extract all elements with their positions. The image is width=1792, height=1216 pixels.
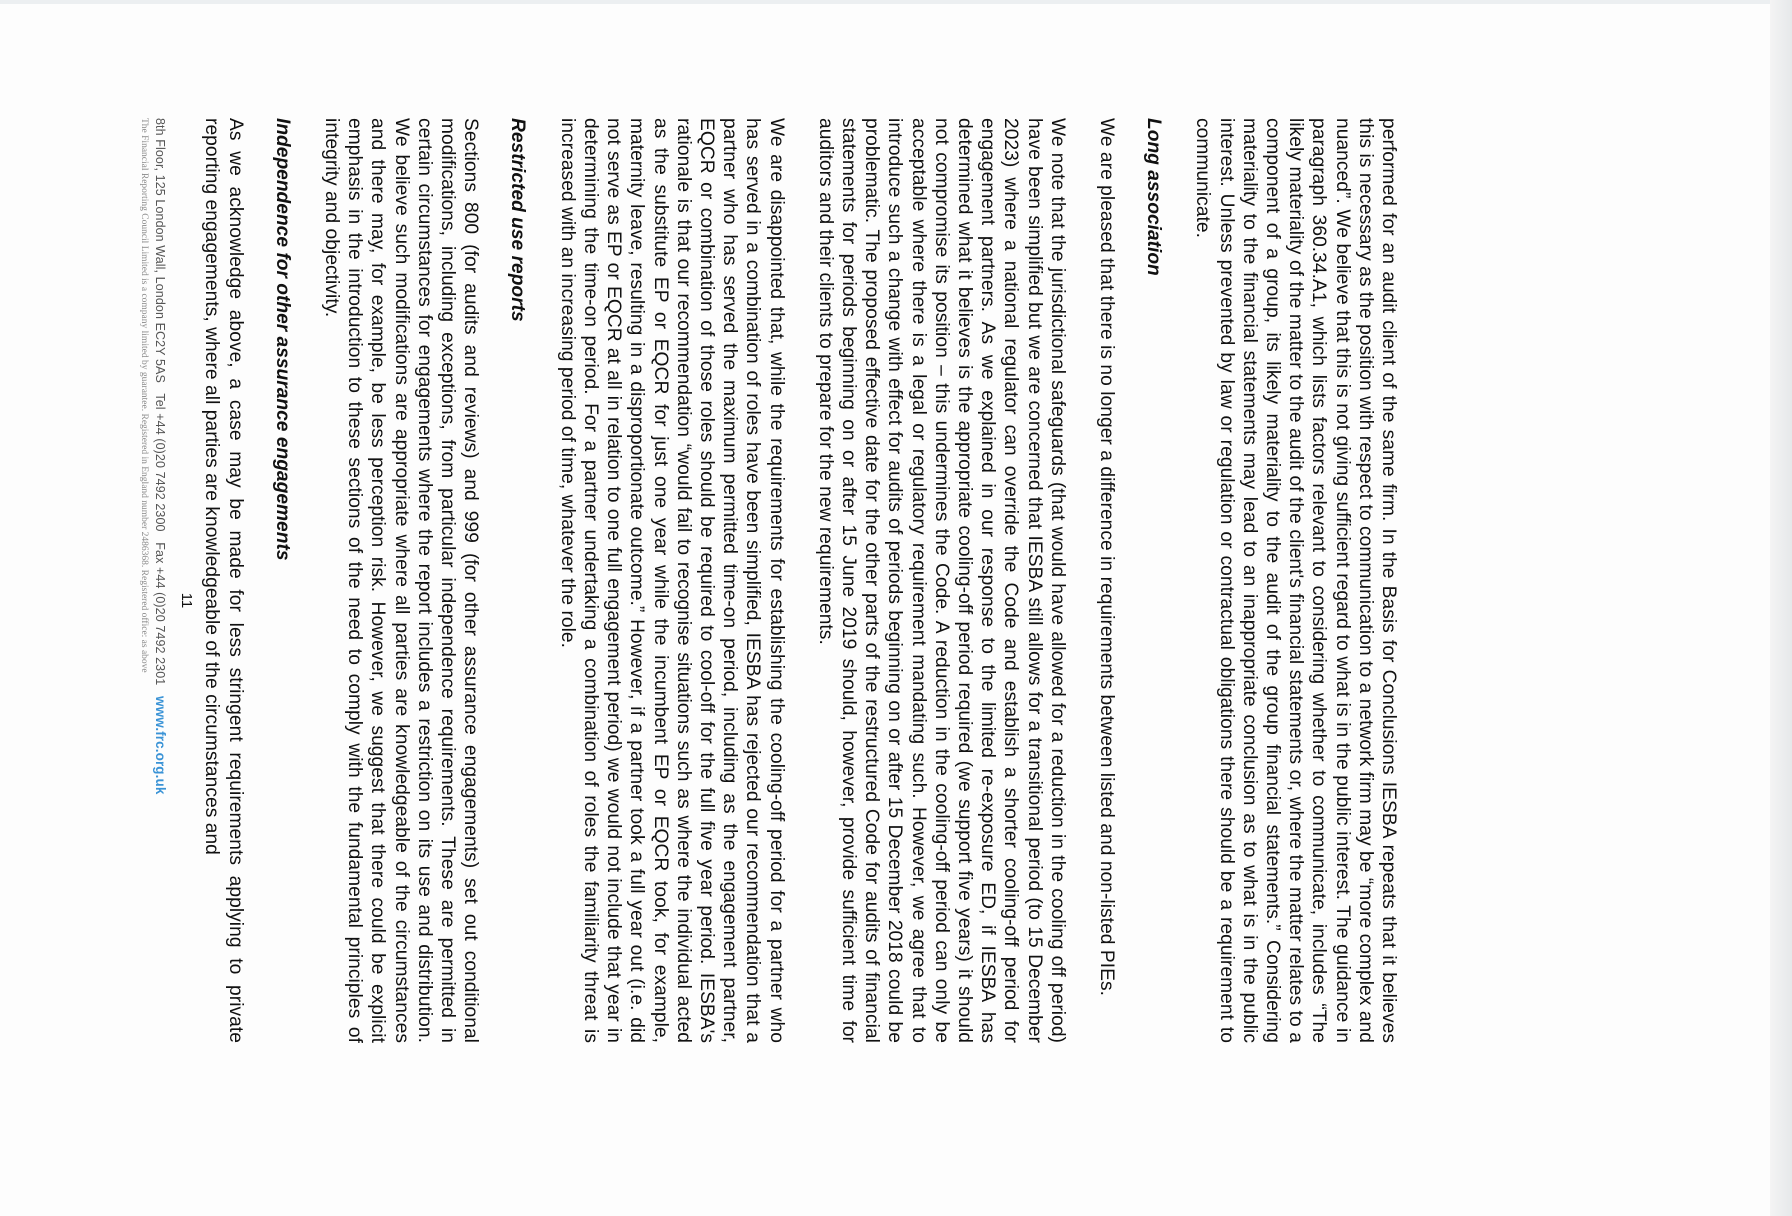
heading-independence-other-assurance: Independence for other assurance engagements bbox=[271, 118, 293, 561]
page-number: 11 bbox=[178, 592, 195, 609]
footer-address: 8th Floor, 125 London Wall, London EC2Y 5AS bbox=[153, 118, 167, 383]
rotated-document-page bbox=[0, 118, 1400, 1118]
scan-right-edge-shadow bbox=[1770, 0, 1792, 1216]
paragraph-private-reporting: As we acknowledge above, a case may be made for less stringent requirements applying to private reporting engagements, where all parties are knowledgeable of the circumstances and bbox=[201, 118, 246, 1043]
footer-registration-notice: The Financial Reporting Council Limited is a company limited by guarantee. Registered in England number 2486368. Registered office: as above bbox=[139, 118, 149, 673]
paragraph-jurisdictional-safeguards: We note that the jurisdictional safeguards (that would have allowed for a reduction in the cooling off period) have been simplified but we are concerned that IESBA still allows for a transitional period (to 15 December 2023) where a national regulator can override the Code and establish a shorter cooling-off period for engagement partners. As we explained in our response to the limited re-exposure ED, if IESBA has determined what it believes is the appropriate cooling-off period required (we support five years) it should not compromise its position – this undermines the Code. A reduction in the cooling-off period can only be acceptable where there is a legal or regulatory requirement mandating such. However, we agree that to introduce such a change with effect for audits of periods beginning on or after 15 December 2018 could be problematic. The proposed effective date for the other parts of the restructured Code for audits of financial statements for periods beginning on or after 15 June 2019 should, however, provide sufficient time for auditors and their clients to prepare for the new requirements. bbox=[814, 118, 1068, 1043]
scan-top-edge bbox=[0, 0, 1792, 4]
heading-restricted-use-reports: Restricted use reports bbox=[507, 118, 529, 322]
footer-website-link[interactable]: www.frc.org.uk bbox=[153, 696, 168, 795]
paragraph-listed-pies: We are pleased that there is no longer a difference in requirements between listed and non-listed PIEs. bbox=[1095, 118, 1117, 996]
footer-telephone: Tel +44 (0)20 7492 2300 bbox=[153, 393, 167, 532]
document-body bbox=[174, 118, 1400, 1043]
footer-fax: Fax +44 (0)20 7492 2301 bbox=[153, 542, 167, 686]
paragraph-cooling-off-period: We are disappointed that, while the requirements for establishing the cooling-off period for a partner who has served in a combination of roles have been simplified, IESBA has rejected our recommendation that a partner who has served the maximum permitted time-on period, including as the engagement partner, EQCR or combination of those roles should be required to cool-off for the full five year period. IESBA's rationale is that our recommendation “would fail to recognise situations such as where the individual acted as the substitute EP or EQCR for just one year while the incumbent EP or EQCR took, for example, maternity leave, resulting in a disproportionate outcome.” However, if a partner took a full year out (i.e. did not serve as EP or EQCR at all in relation to one full engagement period) we would not include that year in determining the time-on period. For a partner undertaking a combination of roles the familiarity threat is increased with an increasing period of time, whatever the role. bbox=[556, 118, 787, 1043]
heading-long-association: Long association bbox=[1143, 118, 1165, 276]
page-footer bbox=[139, 118, 195, 1043]
footer-contact-line bbox=[153, 118, 168, 1043]
paragraph-sections-800-999: Sections 800 (for audits and reviews) and 999 (for other assurance engagements) set out conditional modifications, including exceptions, from particular independence requirements. These are permitted in certain circumstances for engagements where the report includes a restriction on its use and distribution. We believe such modifications are appropriate where all parties are knowledgeable of the circumstances and there may, for example, be less perception risk. However, we suggest that there could be explicit emphasis in the introduction to these sections of the need to comply with the fundamental principles of integrity and objectivity. bbox=[321, 118, 482, 1043]
paragraph-network-firm-communication: performed for an audit client of the same firm. In the Basis for Conclusions IESBA repeats that it believes this is necessary as the position with respect to communication to a network firm may be “more complex and nuanced”. We believe that this is not giving sufficient regard to what is in the public interest. The guidance in paragraph 360.34.A1, which lists factors relevant to considering whether to communicate, includes “The likely materiality of the matter to the audit of the client's financial statements or, where the matter relates to a component of a group, its likely materiality to the audit of the group financial statements.” Considering materiality to the financial statements may lead to an inappropriate conclusion as to what is in the public interest. Unless prevented by law or regulation or contractual obligations there should be a requirement to communicate. bbox=[1192, 118, 1399, 1043]
